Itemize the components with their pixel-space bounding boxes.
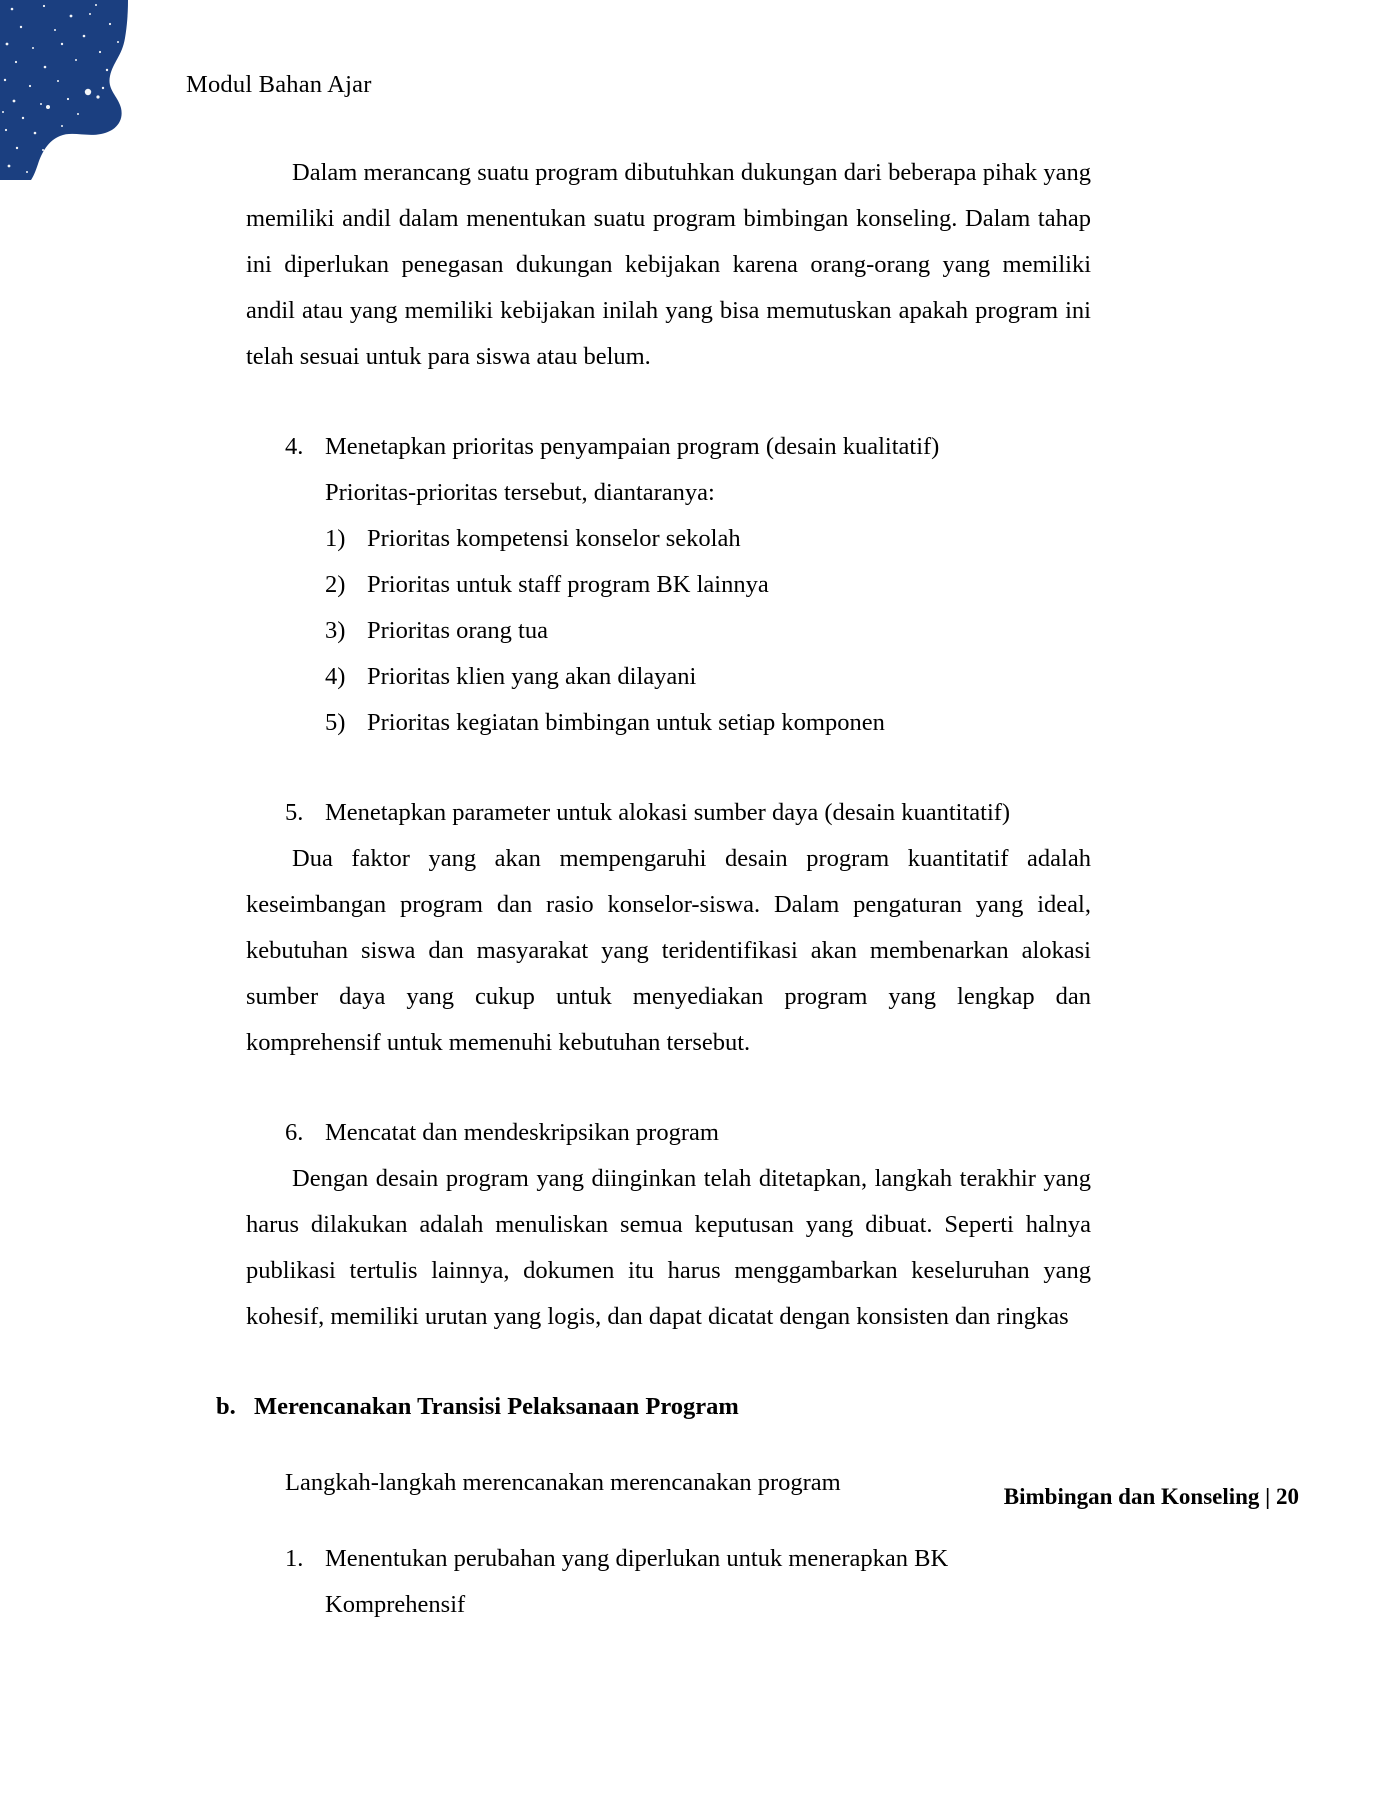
document-body [216, 150, 1091, 1628]
list-item-4 [246, 424, 1091, 470]
list-item-6 [246, 1110, 1091, 1156]
list-item-text: Prioritas orang tua [367, 617, 548, 644]
list-item [325, 516, 1091, 562]
section-title: Merencanakan Transisi Pelaksanaan Program [254, 1393, 739, 1420]
spacer [246, 1066, 1091, 1110]
spacer [246, 1340, 1091, 1384]
list-item-text: Menetapkan parameter untuk alokasi sumber daya (desain kuantitatif) [325, 799, 1011, 826]
list-item-text: Prioritas kegiatan bimbingan untuk setiap komponen [367, 709, 885, 736]
list-item-text: Prioritas klien yang akan dilayani [367, 663, 697, 690]
list-item-5 [246, 790, 1091, 836]
list-item [325, 608, 1091, 654]
list-marker: 1) [325, 525, 346, 552]
decorative-star-blob [0, 0, 170, 180]
intro-paragraph: Dalam merancang suatu program dibutuhkan dukungan dari beberapa pihak yang memiliki andil dalam menentukan suatu program bimbingan konseling. Dalam tahap ini diperlukan penegasan dukungan kebijakan karena orang-orang yang memiliki andil atau yang memiliki kebijakan inilah yang bisa memutuskan apakah program ini telah sesuai untuk para siswa atau belum. [246, 159, 1091, 370]
list-item-text: Prioritas kompetensi konselor sekolah [367, 525, 741, 552]
section-marker: b. [216, 1393, 236, 1420]
spacer [246, 746, 1091, 790]
spacer [246, 1430, 1091, 1460]
section-b-heading [216, 1384, 1091, 1430]
list-marker: 4. [285, 433, 304, 460]
running-head: Modul Bahan Ajar [186, 71, 372, 98]
list-marker: 6. [285, 1119, 304, 1146]
list-item-text: Mencatat dan mendeskripsikan program [325, 1119, 719, 1146]
list-marker: 2) [325, 571, 346, 598]
spacer [246, 380, 1091, 424]
list-marker: 1. [285, 1545, 304, 1572]
list-item [325, 654, 1091, 700]
list-item [325, 562, 1091, 608]
list-item-text: Prioritas untuk staff program BK lainnya [367, 571, 769, 598]
list-item [325, 700, 1091, 746]
item4-lead-in: Prioritas-prioritas tersebut, diantaranya: [325, 479, 715, 506]
list-marker: 5. [285, 799, 304, 826]
list-marker: 5) [325, 709, 346, 736]
section-b-lead-in: Langkah-langkah merencanakan merencanakan program [285, 1469, 841, 1496]
list-item-text: Menentukan perubahan yang diperlukan untuk menerapkan BK Komprehensif [325, 1545, 949, 1618]
item6-paragraph: Dengan desain program yang diinginkan telah ditetapkan, langkah terakhir yang harus dilakukan adalah menuliskan semua keputusan yang dibuat. Seperti halnya publikasi tertulis lainnya, dokumen itu harus menggambarkan keseluruhan yang kohesif, memiliki urutan yang logis, dan dapat dicatat dengan konsisten dan ringkas [246, 1165, 1091, 1330]
list-marker: 4) [325, 663, 346, 690]
page-footer: Bimbingan dan Konseling | 20 [1003, 1484, 1299, 1509]
spacer [246, 1506, 1091, 1536]
item5-paragraph: Dua faktor yang akan mempengaruhi desain program kuantitatif adalah keseimbangan program dan rasio konselor-siswa. Dalam pengaturan yang ideal, kebutuhan siswa dan masyarakat yang teridentifikasi akan membenarkan alokasi sumber daya yang cukup untuk menyediakan program yang lengkap dan komprehensif untuk memenuhi kebutuhan tersebut. [246, 845, 1091, 1056]
list-marker: 3) [325, 617, 346, 644]
list-item-text: Menetapkan prioritas penyampaian program (desain kualitatif) [325, 433, 940, 460]
section-b-list-item-1 [246, 1536, 1091, 1628]
